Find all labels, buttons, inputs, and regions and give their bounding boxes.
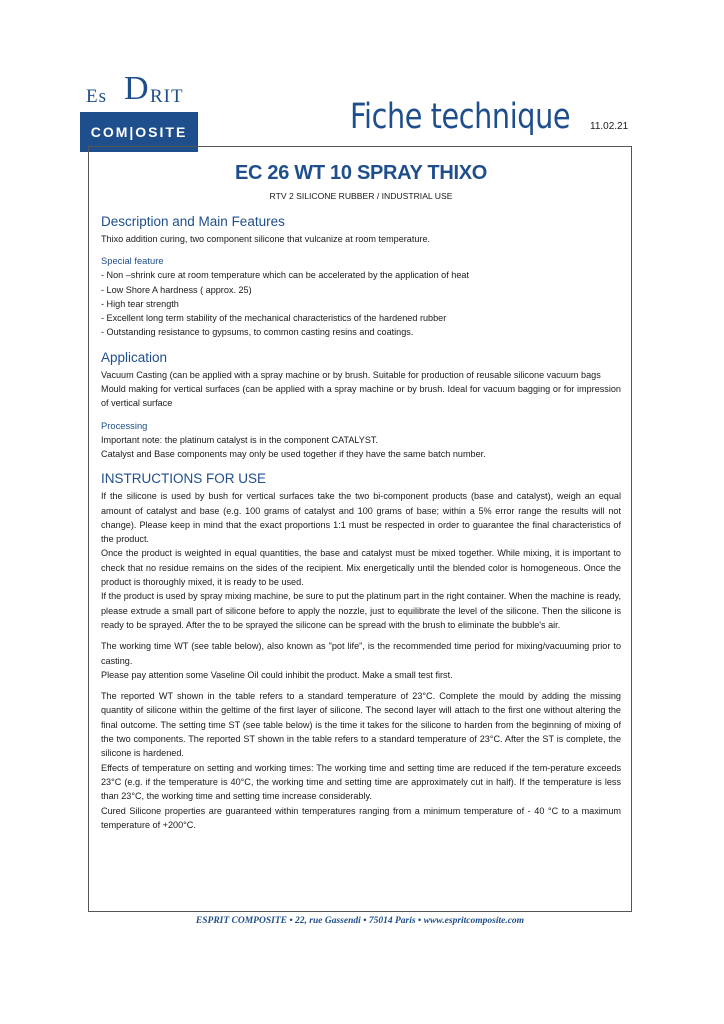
application-line: Vacuum Casting (can be applied with a spray machine or by brush. Suitable for production of reusable silicone vacuum bags — [101, 369, 601, 380]
special-feature-heading: Special feature — [101, 255, 164, 267]
footer-address: ESPRIT COMPOSITE • 22, rue Gassendi • 75014 Paris • www.espritcomposite.com — [195, 916, 525, 926]
instructions-heading: INSTRUCTIONS FOR USE — [101, 471, 267, 487]
paragraph-gap — [101, 632, 621, 639]
list-item: - Excellent long term stability of the mechanical characteristics of the hardened rubber — [101, 313, 447, 324]
list-item: - Non –shrink cure at room temperature which can be accelerated by the application of heat — [101, 270, 469, 281]
instruction-paragraph: If the product is used by spray mixing machine, be sure to put the platinum part in the right container. When the machine is ready, please extrude a small part of silicone before to apply the nozzle, just to equilibrate the level of the silicone. Then the silicone is ready to be sprayed. After the to be sprayed the silicone can be spread with the brush to eliminate the bubble's air. — [101, 591, 621, 630]
document-date: 11.02.21 — [590, 121, 629, 132]
instruction-paragraph: Once the product is weighted in equal quantities, the base and catalyst must be mixed together. While mixing, it is important to check that no residue remains on the sides of the recipient. Mix energetically until the blended color is homogeneous. Once the product is thoroughly mixed, it is ready to be used. — [101, 548, 621, 588]
paragraph-gap — [101, 682, 621, 689]
processing-line: Catalyst and Base components may only be used together if they have the same batch number. — [101, 448, 486, 459]
feature-list — [101, 268, 621, 339]
processing-heading: Processing — [101, 419, 148, 431]
list-item: - Outstanding resistance to gypsums, to common casting resins and coatings. — [101, 327, 414, 338]
list-item: - High tear strength — [101, 298, 179, 309]
instruction-paragraph: The reported WT shown in the table refers to a standard temperature of 23°C. Complete the mould by adding the missing quantity of silicone within the geltime of the first layer of silicone. The second layer will attach to the first one without altering the final outcome. The setting time ST (see table below) is the time it takes for the silicone to harden from the beginning of mixing of the two components. The reported ST shown in the table refers to a standard temperature of 23°C. After the ST is complete, the silicone is hardened. — [101, 691, 621, 759]
product-title: EC 26 WT 10 SPRAY THIXO — [234, 162, 488, 184]
instruction-paragraph: Cured Silicone properties are guaranteed within temperatures ranging from a minimum temperature of - 40 °C to a maximum temperature of +200°C. — [101, 805, 621, 830]
instruction-paragraph: Please pay attention some Vaseline Oil could inhibit the product. Make a small test first. — [101, 669, 453, 680]
logo-es: Es — [86, 86, 107, 107]
description-heading: Description and Main Features — [101, 214, 285, 229]
application-heading: Application — [101, 349, 168, 365]
instruction-paragraph: Effects of temperature on setting and working times: The working time and setting time are reduced if the tem-perature exceeds 23°C (e.g. if the temperature is 40°C, the working time and setting time are approximately cut in half). If the temperature is less than 23°C, the working time and setting time increase considerably. — [101, 762, 621, 802]
sheet-content — [101, 160, 621, 832]
list-item: - Low Shore A hardness ( approx. 25) — [101, 284, 252, 295]
instruction-paragraph: If the silicone is used by bush for vertical surfaces take the two bi-component products (base and catalyst), weigh an equal amount of catalyst and base (e.g. 100 grams of catalyst and 100 grams of base; within a 5% error range the results will not change). Please keep in mind that the exact proportions 1:1 must be respected in order to guarantee the final characteristics of the product. — [101, 491, 621, 545]
logo-wordmark — [80, 72, 198, 112]
company-logo — [80, 72, 198, 152]
logo-band: COM|OSITE — [80, 112, 198, 152]
logo-d: D — [124, 70, 149, 107]
logo-rit: RIT — [150, 86, 184, 107]
description-text: Thixo addition curing, two component silicone that vulcanize at room temperature. — [101, 234, 431, 244]
instruction-paragraph: The working time WT (see table below), also known as "pot life", is the recommended time period for mixing/vacuuming prior to casting. — [101, 641, 621, 666]
document-title: Fiche technique — [350, 97, 571, 137]
processing-line: Important note: the platinum catalyst is in the component CATALYST. — [101, 434, 378, 445]
application-line: Mould making for vertical surfaces (can be applied with a spray machine or by brush. Ideal for vacuum bagging or for impression of vertical surface — [101, 384, 621, 409]
product-subtitle: RTV 2 SILICONE RUBBER / INDUSTRIAL USE — [269, 191, 453, 201]
